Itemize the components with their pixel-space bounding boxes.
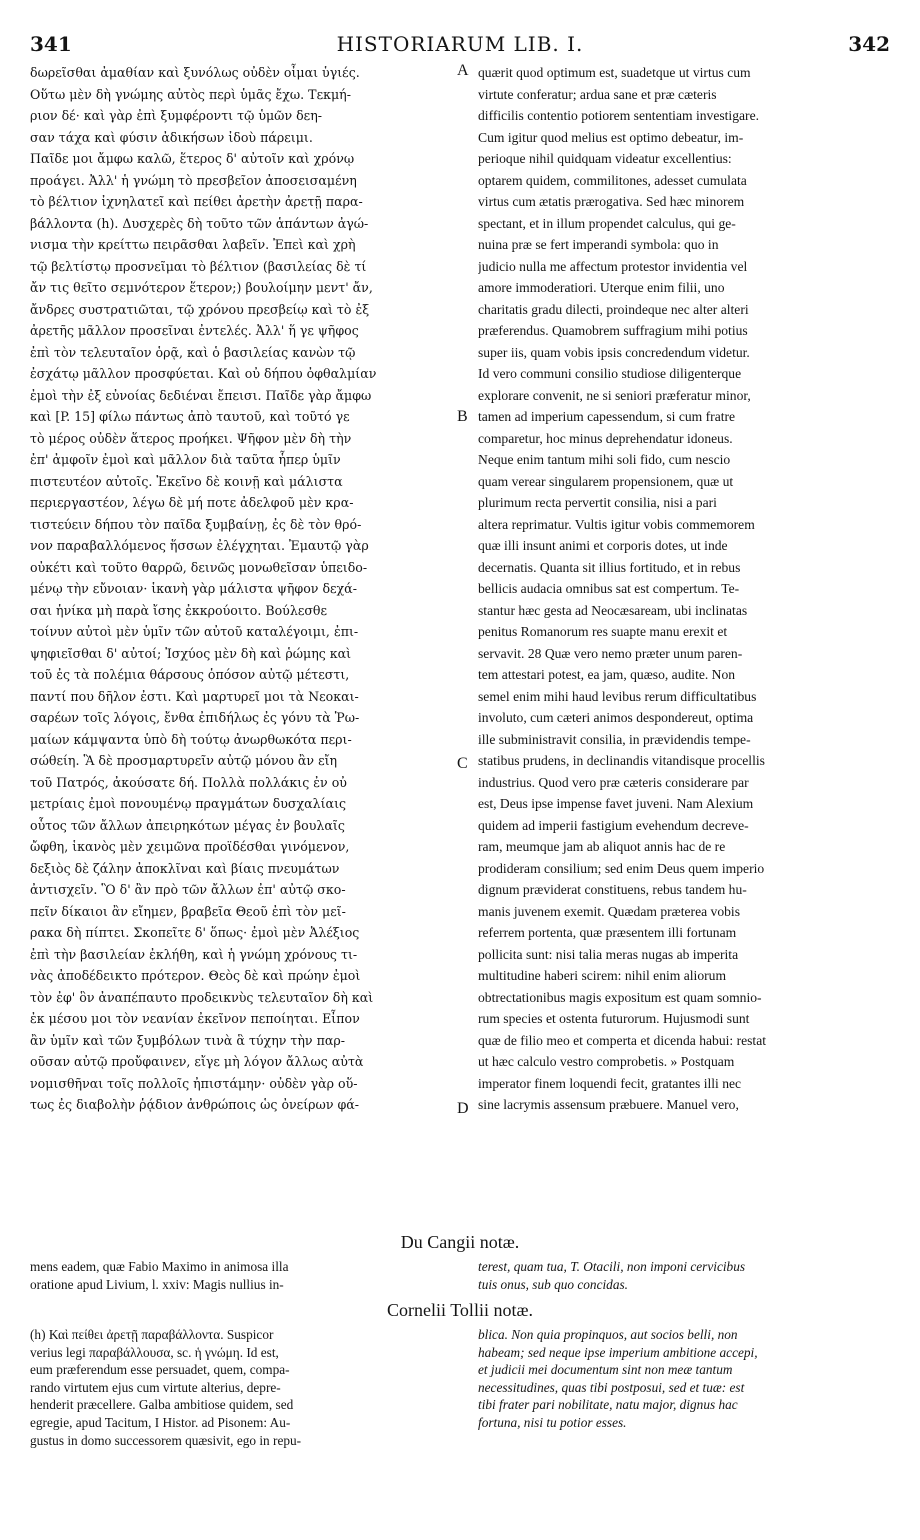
latin-text-line: decernatis. Quanta sit illius fortitudo, et in rebus (478, 559, 741, 575)
note-line: (h) Καὶ πείθει ἀρετῇ παραβάλλοντα. Suspicor (30, 1327, 274, 1342)
greek-text-line: ρακα δὴ πίπτει. Σκοπεῖτε δ' ὅπως· ἐμοὶ μὲν Ἀλέξιος (30, 925, 360, 940)
greek-text-line: ἂν ὑμῖν καὶ τῶν ξυμβόλων τινὰ ἃ τύχην τὴν παρ- (30, 1032, 346, 1048)
page-header (30, 32, 890, 56)
latin-text-line: pollicita sunt: nisi talia meras nugas ab imperita (478, 946, 739, 962)
greek-text-line: νισμα τὴν κρείττω πειρᾶσθαι λαβεῖν. Ἐπεὶ καὶ χρὴ (30, 237, 356, 252)
greek-text-line: νὰς ἀποδέδεικτο πρότερον. Θεὸς δὲ καὶ πρώην ἐμοὶ (30, 968, 361, 983)
page-number-right: 342 (848, 32, 890, 56)
note-line: et judicii mei documentum sint non meæ tantum (478, 1362, 733, 1378)
greek-text-line: τὸ μέρος οὐδὲν ἅτερος προήκει. Ψῆφον μὲν δὴ τὴν (30, 430, 352, 446)
note-line: egregie, apud Tacitum, I Histor. ad Pisonem: Au- (30, 1414, 291, 1430)
greek-text-line: παντί που δῆλον ἐστι. Καὶ μαρτυρεῖ μοι τὰ Νεοκαι- (30, 688, 359, 704)
note-line: tuis onus, sub quo concidas. (478, 1276, 628, 1292)
latin-text-line: explorare convenit, ne si seniori præferatur minor, (478, 387, 751, 403)
greek-text-line: ἐπὶ τὸν τελευταῖον ὁρᾷ, καὶ ὁ βασιλείας κανὼν τῷ (30, 344, 356, 360)
latin-text-line: referrem portenta, quæ præsentem illi fortunam (478, 925, 737, 940)
greek-text-line: δεξιὸς δὲ ζάλην ἀποκλῖναι καὶ βίαις πνευμάτων (30, 860, 340, 876)
note-line: oratione apud Livium, l. xxiv: Magis nullius in- (30, 1276, 284, 1292)
greek-text-line: οῦσαν αὐτῷ προὔφαινεν, εἴγε μὴ λόγον ἄλλως αὐτὰ (30, 1054, 364, 1069)
latin-text-line: amore immoderatiori. Uterque enim filii, uno (478, 280, 725, 295)
greek-text-line: σαι ἡνίκα μὴ παρὰ ἴσης ἐκκρούοιτο. Βούλεσθε (30, 602, 328, 618)
latin-text-line: plurimum recta pervertit consilia, nisi a pari (478, 495, 717, 510)
section-marker-a: A (457, 62, 469, 79)
note-line: mens eadem, quæ Fabio Maximo in animosa illa (30, 1259, 289, 1274)
latin-text-line: involuto, cum cæteri animos despondereut, optima (478, 710, 754, 725)
section-marker-b: B (457, 408, 468, 425)
latin-text-line: bellicis audacia omnibus sat est compertum. Te- (478, 581, 740, 596)
latin-text-line: penitus Romanorum res suapte manu erexit et (478, 624, 728, 639)
tollii-notes-left (30, 1326, 455, 1449)
note-line: gustus in domo successorem quæsivit, ego in repu- (30, 1432, 302, 1448)
latin-text-line: virtus cum ætatis prærogativa. Sed hæc minorem (478, 194, 745, 209)
latin-text-line: quidem ad imperii fastigium evehendum decreve- (478, 817, 749, 833)
latin-text-line: Cum igitur quod melius est optimo debeatur, im- (478, 129, 744, 145)
greek-text-line: μαίων κάμψαντα ὑπὸ δὴ τούτῳ ἀνωρθωκότα περι- (30, 731, 352, 747)
latin-text-line: tamen ad imperium capessendum, si cum fratre (478, 409, 736, 424)
latin-text-line: tem attestari potest, ea jam, quæso, audite. Non (478, 667, 736, 682)
note-line: habeam; sed neque ipse imperium ambitione accepi, (478, 1344, 758, 1360)
greek-text-column (30, 62, 454, 1116)
greek-text-line: τοῦ Πατρός, ἀκούσατε δή. Πολλὰ πολλάκις ἐν οὐ (30, 774, 347, 790)
greek-text-line: ἀρετῆς μᾶλλον προσεῖναι ἐντελές. Ἀλλ' ἥ γε ψῆφος (30, 323, 359, 338)
greek-text-line: οὐκέτι καὶ τοῦτο θαρρῶ, δεινῶς μονωθεῖσαν ὑπειδο- (30, 559, 368, 575)
greek-text-line: βάλλοντα (h). Δυσχερὲς δὴ τοῦτο τῶν ἁπάντων ἀγώ- (30, 215, 369, 231)
greek-text-line: τὸ βέλτιον ἰχνηλατεῖ καὶ πείθει ἀρετὴν ἀρετῇ παρα- (30, 194, 363, 209)
greek-text-line: τὸν ἐφ' ὃν ἀναπέπαυτο προδεικνὺς τελευταῖον δὴ καὶ (30, 989, 374, 1005)
latin-text-line: rum species et ostenta futurorum. Hujusmodi sunt (478, 1011, 750, 1026)
tollii-notes-right (478, 1326, 890, 1432)
note-line: rando virtutem ejus cum virtute alterius, depre- (30, 1379, 281, 1395)
greek-text-line: ψηφιεῖσθαι δ' αὐτοί; Ἰσχύος μὲν δὴ καὶ ῥώμης καὶ (30, 645, 352, 661)
greek-text-line: ριον δέ· καὶ γὰρ ἐπὶ ξυμφέροντι τῷ ὑμῶν δεη- (30, 108, 323, 123)
greek-text-line: σώθείη. Ἃ δὲ προσμαρτυρεῖν αὐτῷ μόνου ἂν εἴη (30, 753, 338, 768)
greek-text-line: ἐκ μέσου μοι τὸν νεανίαν ἐκεῖνον πεποίηται. Εἶπον (30, 1011, 360, 1026)
greek-text-line: ἐσχάτῳ μᾶλλον προσφύεται. Καὶ οὐ δήπου ὀφθαλμίαν (30, 366, 377, 381)
greek-text-line: προάγει. Ἀλλ' ἡ γνώμη τὸ πρεσβεῖον ἀποσεισαμένη (30, 172, 357, 188)
greek-text-line: τως ἐς διαβολὴν ῥᾴδιον ἀνθρώποις ὡς ὀνείρων φά- (30, 1097, 360, 1112)
greek-text-line: περιεργαστέον, λέγω δὲ μή ποτε ἀδελφοῦ μὲν κρα- (30, 495, 354, 510)
latin-text-line: industrius. Quod vero præ cæteris considerare par (478, 774, 749, 790)
latin-text-line: quæ de filio meo et comperta et dicenda habui: restat (478, 1032, 767, 1048)
greek-text-line: πιστευτέον αὐτοῖς. Ἐκεῖνο δὲ κοινῇ καὶ μάλιστα (30, 473, 343, 489)
note-line: necessitudines, quas tibi postposui, sed et tuæ: est (478, 1379, 745, 1395)
latin-text-line: obtrectationibus magis expositum est quam somnio- (478, 989, 762, 1005)
latin-text-line: difficilis contentio potiorem sententiam investigare. (478, 108, 759, 123)
greek-text-line: ἐμοὶ τὴν ἐξ εὐνοίας δεδιέναι ἔπεισι. Παῖδε γὰρ ἄμφω (30, 387, 372, 403)
latin-text-line: prodideram consilium; sed enim Deus quem imperio (478, 860, 765, 876)
greek-text-line: τοῦ ἐς τὰ πολέμια θάρσους ὁπόσον αὐτῷ μέτεστι, (30, 667, 350, 682)
latin-text-line: stantur hæc gesta ad Neocæsaream, ubi inclinatas (478, 602, 748, 618)
greek-text-line: ὤφθη, ἱκανὸς μὲν χειμῶνα προϊδέσθαι γινόμενον, (30, 839, 350, 854)
latin-text-line: multitudine haberi scirem: nihil enim aliorum (478, 968, 727, 983)
latin-text-line: nuina præ se fert imperandi symbola: quo in (478, 237, 719, 252)
section-marker-d: D (457, 1100, 469, 1117)
greek-text-line: ἄνδρες συστρατιῶται, τῷ χρόνου πρεσβείῳ καὶ τὸ ἐξ (30, 301, 370, 317)
latin-text-line: statibus prudens, in declinandis vitandisque procellis (478, 753, 765, 768)
note-line: verius legi παραβάλλουσα, sc. ἡ γνώμη. Id est, (30, 1344, 279, 1360)
latin-text-column (478, 62, 890, 1116)
note-line: tibi frater pari nobilitate, natu major, dignus hac (478, 1397, 738, 1413)
du-cangii-notes-title: Du Cangii notæ. (400, 1232, 520, 1252)
note-line: fortuna, nisi tu potior esses. (478, 1414, 627, 1430)
latin-text-line: quæ illi insunt animi et corporis dotes, ut inde (478, 538, 728, 553)
latin-text-line: quærit quod optimum est, suadetque ut virtus cum (478, 65, 751, 80)
latin-text-line: sine lacrymis assensum præbuere. Manuel vero, (478, 1097, 739, 1112)
latin-text-line: præferendus. Quamobrem suffragium mihi potius (478, 323, 748, 338)
greek-text-line: μένῳ τὴν εὔνοιαν· ἱκανὴ γὰρ μάλιστα ψῆφον δεχά- (30, 581, 357, 596)
latin-text-line: super iis, quam vobis ipsis concredendum videtur. (478, 344, 750, 360)
latin-text-line: servavit. 28 Quæ vero nemo præter unum paren- (478, 645, 743, 661)
greek-text-line: δωρεῖσθαι ἀμαθίαν καὶ ξυνόλως οὐδὲν οἶμαι ὑγιές. (30, 65, 360, 80)
latin-text-line: ram, meumque jam ab aliquot annis hac de re (478, 839, 726, 854)
note-line: blica. Non quia propinquos, aut socios belli, non (478, 1327, 738, 1342)
greek-text-line: τιστεύειν δήπου τὸν παῖδα ξυμβαίνῃ, ἐς δὲ τὸν θρό- (30, 516, 362, 532)
latin-text-line: est, Deus ipse impense favet juveni. Nam Alexium (478, 796, 754, 811)
greek-text-line: νομισθῆναι τοῖς πολλοῖς ἠπιστάμην· οὐδὲν γὰρ οὕ- (30, 1075, 358, 1091)
latin-text-line: semel enim mihi haud levibus rerum difficultatibus (478, 688, 757, 704)
greek-text-line: τοίνυν αὐτοὶ μὲν ὑμῖν τῶν αὐτοῦ καταλέγοιμι, ἐπι- (30, 624, 359, 639)
latin-text-line: Id vero communi consilio studiose diligenterque (478, 366, 742, 381)
latin-text-line: comparetur, hoc minus deprehendatur idoneus. (478, 430, 733, 446)
tollii-notes-title: Cornelii Tollii notæ. (387, 1300, 533, 1320)
du-cangii-notes-right (478, 1258, 890, 1293)
page-number-left: 341 (30, 32, 72, 56)
greek-text-line: μετρίαις ἐμοὶ πονουμένῳ πραγμάτων δυσχαλίαις (30, 796, 347, 811)
greek-text-line: ἐπ' ἀμφοῖν ἐμοὶ καὶ μᾶλλον διὰ ταῦτα ἧπερ ὑμῖν (30, 452, 341, 467)
note-line: henderit præcellere. Galba ambitiose quidem, sed (30, 1397, 294, 1413)
latin-text-line: perioque nihil quidquam videatur excellentius: (478, 151, 732, 166)
greek-text-line: οὗτος τῶν ἄλλων ἀπειρηκότων μέγας ἐν βουλαῖς (30, 817, 345, 833)
latin-text-line: virtute conferatur; ardua sane et præ cæteris (478, 86, 717, 102)
greek-text-line: πεῖν δίκαιοι ἂν εἴημεν, βραβεῖα Θεοῦ ἐπὶ τὸν μεῖ- (30, 903, 346, 919)
latin-text-line: altera reprimatur. Vultis igitur vobis commemorem (478, 516, 755, 532)
section-marker-c: C (457, 755, 468, 772)
latin-text-line: optarem quidem, commilitones, adesset cumulata (478, 172, 747, 188)
latin-text-line: spectant, et in illum propendet calculus, qui ge- (478, 215, 736, 231)
latin-text-line: Neque enim tantum mihi soli fido, cum nescio (478, 452, 731, 467)
running-head: HISTORIARUM LIB. I. (336, 32, 584, 56)
latin-text-line: quam verear singularem propensionem, quæ ut (478, 473, 734, 489)
note-line: eum præferendum esse persuadet, quem, compa- (30, 1362, 290, 1378)
latin-text-line: charitatis gradu dilecti, proindeque nec alter alteri (478, 301, 749, 317)
greek-text-line: τῷ βελτίστῳ προσνεῖμαι τὸ βέλτιον (βασιλείας δὲ τί (30, 258, 367, 274)
latin-text-line: judicio nulla me affectum protestor invidentia vel (478, 258, 748, 274)
greek-text-line: νον παραβαλλόμενος ἥσσων ἐλέγχηται. Ἐμαυτῷ γὰρ (30, 538, 369, 553)
greek-text-line: Οὕτω μὲν δὴ γνώμης αὐτὸς περὶ ὑμᾶς ἔχω. Τεκμή- (30, 86, 351, 102)
greek-text-line: σαν τάχα καὶ φύσιν ἀδικήσων ἰδοὺ πάρειμι. (30, 129, 313, 145)
greek-text-line: σαρέων τοῖς λόγοις, ἔνθα ἐπιδήλως ἐς γόνυ τὰ Ῥω- (30, 710, 360, 725)
greek-text-line: ἀντισχεῖν. Ὃ δ' ἂν πρὸ τῶν ἄλλων ἐπ' αὐτῷ σκο- (30, 882, 346, 897)
greek-text-line: ἄν τις θεῖτο σεμνότερον ἕτερον;) βουλοίμην μεντ' ἄν, (30, 280, 373, 295)
greek-text-line: ἐπὶ τὴν βασιλείαν ἐκλήθη, καὶ ἡ γνώμη χρόνους τι- (30, 946, 358, 962)
note-line: terest, quam tua, T. Otacili, non imponi cervicibus (478, 1259, 746, 1274)
greek-text-line: καὶ [P. 15] φίλω πάντως ἀπὸ ταυτοῦ, καὶ τοῦτό γε (30, 409, 350, 424)
latin-text-line: manis juvenem exemit. Quædam præterea vobis (478, 903, 740, 919)
latin-text-line: imperator finem loquendi fecit, gratantes illi nec (478, 1075, 742, 1091)
latin-text-line: dignum præviderat constituens, rebus tandem hu- (478, 882, 747, 897)
greek-text-line: Παῖδε μοι ἄμφω καλῶ, ἕτερος δ' αὐτοῖν καὶ χρόνῳ (30, 151, 355, 166)
latin-text-line: ille subministravit consilia, in prævidendis tempe- (478, 731, 751, 747)
du-cangii-notes-left (30, 1258, 455, 1293)
latin-text-line: ut hæc calculo vestro comprobetis. » Postquam (478, 1054, 735, 1069)
